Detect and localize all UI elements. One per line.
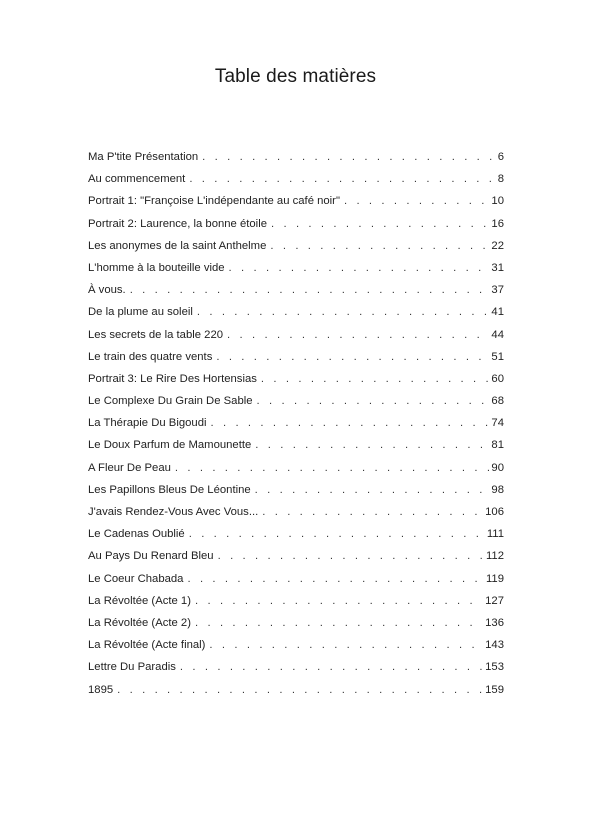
toc-entry[interactable] bbox=[88, 279, 504, 301]
toc-leader-dots bbox=[255, 479, 490, 501]
toc-entry[interactable] bbox=[88, 634, 504, 656]
toc-entry-page-number: 119 bbox=[485, 572, 504, 585]
toc-entry-page-number: 143 bbox=[485, 639, 504, 652]
toc-entry-page-number: 153 bbox=[485, 661, 504, 674]
toc-entry-label: La Révoltée (Acte 2) bbox=[88, 616, 191, 629]
toc-entry-page-number: 8 bbox=[497, 173, 504, 186]
toc-leader-dots bbox=[255, 434, 489, 456]
toc-entry-label: Portrait 2: Laurence, la bonne étoile bbox=[88, 217, 267, 230]
toc-entry[interactable] bbox=[88, 545, 504, 567]
toc-entry-label: Portrait 3: Le Rire Des Hortensias bbox=[88, 372, 257, 385]
toc-entry-label: Au commencement bbox=[88, 173, 186, 186]
toc-leader-dots bbox=[344, 190, 489, 212]
toc-entry-label: A Fleur De Peau bbox=[88, 461, 171, 474]
toc-entry-label: Les Papillons Bleus De Léontine bbox=[88, 483, 251, 496]
toc-entry-page-number: 31 bbox=[491, 261, 504, 274]
toc-leader-dots bbox=[187, 568, 484, 590]
toc-leader-dots bbox=[130, 279, 490, 301]
toc-leader-dots bbox=[197, 301, 490, 323]
toc-leader-dots bbox=[211, 412, 490, 434]
toc-entry[interactable] bbox=[88, 346, 504, 368]
toc-entry-page-number: 90 bbox=[491, 461, 504, 474]
toc-entry-page-number: 44 bbox=[491, 328, 504, 341]
toc-entry-page-number: 112 bbox=[485, 550, 504, 563]
toc-entry-label: La Thérapie Du Bigoudi bbox=[88, 417, 207, 430]
toc-entry-page-number: 98 bbox=[491, 483, 504, 496]
toc-entry-label: Le Complexe Du Grain De Sable bbox=[88, 395, 253, 408]
toc-leader-dots bbox=[189, 168, 495, 190]
toc-leader-dots bbox=[202, 146, 496, 168]
toc-entry-page-number: 60 bbox=[491, 372, 504, 385]
toc-entry-page-number: 106 bbox=[485, 506, 504, 518]
toc-entry-page-number: 136 bbox=[485, 616, 504, 629]
toc-entry-page-number: 10 bbox=[491, 195, 504, 208]
toc-entry-label: L'homme à la bouteille vide bbox=[88, 261, 225, 274]
toc-entry-page-number: 159 bbox=[485, 683, 504, 696]
toc-entry-label: De la plume au soleil bbox=[88, 306, 193, 319]
toc-entry-label: Portrait 1: "Françoise L'indépendante au café noir" bbox=[88, 195, 340, 208]
toc-entry[interactable] bbox=[88, 434, 504, 456]
toc-entry-label: Le Doux Parfum de Mamounette bbox=[88, 439, 252, 452]
toc-entry-label: Le Cadenas Oublié bbox=[88, 528, 185, 541]
toc-entry-page-number: 111 bbox=[486, 528, 504, 541]
toc-leader-dots bbox=[271, 213, 489, 235]
toc-entry[interactable] bbox=[88, 213, 504, 235]
toc-entry[interactable] bbox=[88, 679, 504, 701]
toc-entry-page-number: 68 bbox=[491, 395, 504, 408]
toc-entry-page-number: 16 bbox=[491, 217, 504, 230]
toc-entry-page-number: 6 bbox=[497, 151, 504, 163]
toc-entry-page-number: 22 bbox=[491, 239, 504, 252]
toc-entry[interactable] bbox=[88, 168, 504, 190]
toc-entry[interactable] bbox=[88, 479, 504, 501]
toc-entry[interactable] bbox=[88, 501, 504, 523]
toc-entry[interactable] bbox=[88, 235, 504, 257]
toc-leader-dots bbox=[257, 390, 490, 412]
toc-entry-page-number: 41 bbox=[491, 306, 504, 319]
toc-leader-dots bbox=[227, 324, 489, 346]
toc-entry-label: 1895 bbox=[88, 683, 114, 696]
toc-entry[interactable] bbox=[88, 324, 504, 346]
toc-entry[interactable] bbox=[88, 568, 504, 590]
toc-entry-label: Le Coeur Chabada bbox=[88, 572, 184, 585]
toc-leader-dots bbox=[117, 679, 483, 701]
toc-leader-dots bbox=[180, 656, 483, 678]
toc-leader-dots bbox=[216, 346, 489, 368]
toc-title: Table des matières bbox=[214, 66, 377, 87]
toc-entry-label: La Révoltée (Acte 1) bbox=[88, 594, 191, 607]
toc-entry[interactable] bbox=[88, 301, 504, 323]
toc-entry[interactable] bbox=[88, 412, 504, 434]
toc-entry-page-number: 51 bbox=[491, 350, 504, 363]
toc-entry[interactable] bbox=[88, 368, 504, 390]
toc-leader-dots bbox=[262, 501, 483, 523]
toc-entry[interactable] bbox=[88, 457, 504, 479]
toc-leader-dots bbox=[189, 523, 485, 545]
toc-entry-label: À vous. bbox=[88, 284, 126, 297]
toc-entry-label: Ma P'tite Présentation bbox=[88, 151, 199, 163]
toc-entry-label: J'avais Rendez-Vous Avec Vous... bbox=[88, 506, 259, 518]
toc-entry[interactable] bbox=[88, 146, 504, 168]
toc-entry-label: Au Pays Du Renard Bleu bbox=[88, 550, 214, 563]
toc-entry-page-number: 37 bbox=[491, 284, 504, 297]
toc-leader-dots bbox=[229, 257, 490, 279]
toc-entry-label: Les anonymes de la saint Anthelme bbox=[88, 239, 267, 252]
toc-entry-label: Les secrets de la table 220 bbox=[88, 328, 224, 341]
toc-entry-page-number: 74 bbox=[491, 417, 504, 430]
toc-leader-dots bbox=[195, 612, 483, 634]
toc-entry-page-number: 127 bbox=[485, 594, 504, 607]
toc-leader-dots bbox=[261, 368, 490, 390]
toc-leader-dots bbox=[218, 545, 484, 567]
toc-leader-dots bbox=[175, 457, 490, 479]
toc-leader-dots bbox=[195, 590, 483, 612]
toc-entry[interactable] bbox=[88, 190, 504, 212]
toc-leader-dots bbox=[270, 235, 489, 257]
toc-entry-label: La Révoltée (Acte final) bbox=[88, 639, 206, 652]
toc-entry-label: Le train des quatre vents bbox=[88, 350, 213, 363]
toc-entry[interactable] bbox=[88, 656, 504, 678]
toc-entry[interactable] bbox=[88, 257, 504, 279]
toc-entry-page-number: 81 bbox=[491, 439, 504, 452]
toc-leader-dots bbox=[209, 634, 483, 656]
toc-entry-label: Lettre Du Paradis bbox=[88, 661, 176, 674]
toc-list bbox=[88, 146, 504, 701]
toc-entry[interactable] bbox=[88, 590, 504, 612]
toc-entry[interactable] bbox=[88, 390, 504, 412]
toc-entry[interactable] bbox=[88, 523, 504, 545]
toc-entry[interactable] bbox=[88, 612, 504, 634]
